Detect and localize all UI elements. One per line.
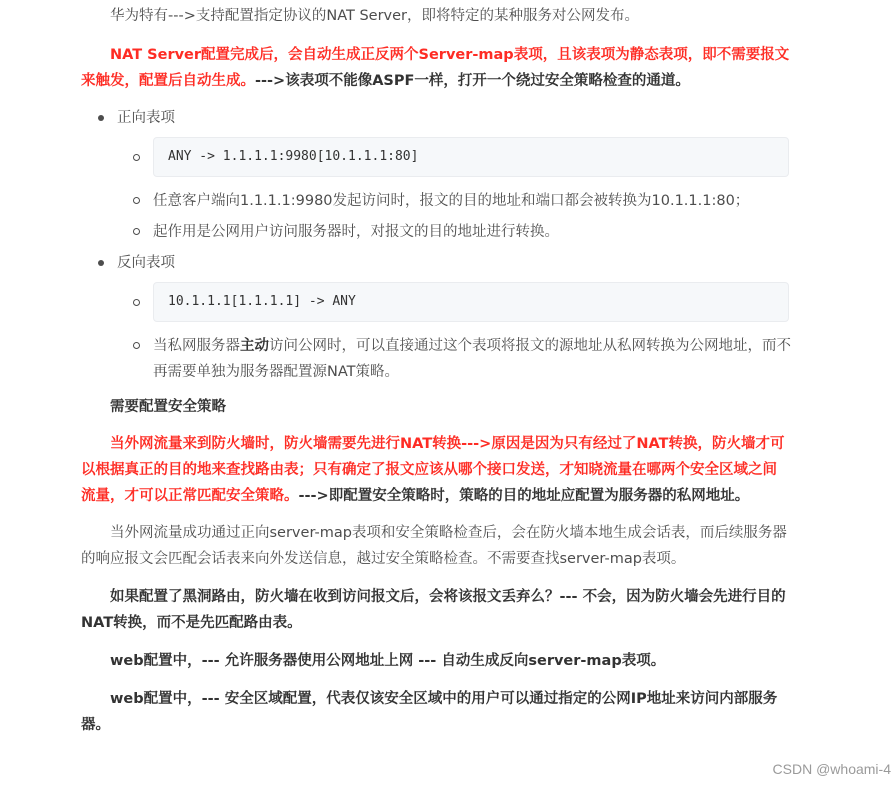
session-paragraph: 当外网流量成功通过正向server-map表项和安全策略检查后，会在防火墙本地生成会话表，而后续服务器的响应报文会匹配会话表来向外发送信息，越过安全策略检查。不需要查找server-map表项。 <box>81 525 787 567</box>
web-paragraph-1 <box>81 648 791 674</box>
reverse-desc-bold: 主动 <box>240 338 269 354</box>
reverse-entry-label: 反向表项 <box>117 255 175 271</box>
reverse-entry-item <box>81 250 791 385</box>
reverse-desc-item <box>117 333 791 385</box>
web-text-1: web配置中，--- 允许服务器使用公网地址上网 --- 自动生成反向server-map表项。 <box>110 653 666 669</box>
reverse-desc-suffix: 访问公网时，可以直接通过这个表项将报文的源地址从私网转换为公网地址，而不再需要单独为服务器配置源NAT策略。 <box>153 338 791 380</box>
circle-bullet-icon <box>133 299 140 306</box>
forward-desc-text-1: 任意客户端向1.1.1.1:9980发起访问时，报文的目的地址和端口都会被转换为10.1.1.1:80； <box>153 193 750 209</box>
circle-bullet-icon <box>133 197 140 204</box>
forward-desc-item-1 <box>117 188 791 214</box>
intro-paragraph <box>81 3 791 29</box>
reverse-desc-text <box>153 333 791 385</box>
blackhole-text: 如果配置了黑洞路由，防火墙在收到访问报文后，会将该报文丢弃么？--- 不会，因为防火墙会先进行目的NAT转换，而不是先匹配路由表。 <box>81 589 786 631</box>
forward-desc-item-2 <box>117 219 791 245</box>
entry-type-list <box>81 105 791 385</box>
nat-server-red-text: NAT Server配置完成后，会自动生成正反两个Server-map表项，且该表项为静态表项，即不需要报文来触发，配置后自动生成。 <box>81 47 790 89</box>
forward-code-block[interactable] <box>153 137 789 177</box>
reverse-entry-sublist <box>117 282 791 385</box>
forward-code-item <box>117 137 791 177</box>
intro-text: 华为特有--->支持配置指定协议的NAT Server，即将特定的某种服务对公网发布。 <box>110 8 639 24</box>
policy-bold-text: --->即配置安全策略时，策略的目的地址应配置为服务器的私网地址。 <box>298 488 750 504</box>
reverse-code-item <box>117 282 791 322</box>
policy-paragraph <box>81 431 791 509</box>
policy-heading <box>81 394 791 420</box>
forward-entry-label: 正向表项 <box>117 110 175 126</box>
policy-heading-text: 需要配置安全策略 <box>110 399 226 415</box>
nat-server-paragraph <box>81 42 791 94</box>
policy-red-text: 当外网流量来到防火墙时，防火墙需要先进行NAT转换--->原因是因为只有经过了NAT转换，防火墙才可以根据真正的目的地来查找路由表；只有确定了报文应该从哪个接口发送，才知晓流量在哪两个安全区域之间流量，才可以正常匹配安全策略。 <box>81 436 785 504</box>
forward-entry-item <box>81 105 791 245</box>
web-paragraph-2 <box>81 686 791 738</box>
nat-server-bold-text: --->该表项不能像ASPF一样，打开一个绕过安全策略检查的通道。 <box>255 73 690 89</box>
forward-entry-sublist <box>117 137 791 245</box>
bullet-icon <box>98 115 104 121</box>
article-content <box>81 0 791 738</box>
blackhole-paragraph <box>81 584 791 636</box>
csdn-watermark: CSDN @whoami-4 <box>772 761 891 777</box>
circle-bullet-icon <box>133 154 140 161</box>
reverse-code-block[interactable] <box>153 282 789 322</box>
reverse-desc-prefix: 当私网服务器 <box>153 338 240 354</box>
web-text-2: web配置中，--- 安全区域配置，代表仅该安全区域中的用户可以通过指定的公网IP地址来访问内部服务器。 <box>81 691 778 733</box>
forward-desc-text-2: 起作用是公网用户访问服务器时，对报文的目的地址进行转换。 <box>153 224 559 240</box>
reverse-code-text: 10.1.1.1[1.1.1.1] -> ANY <box>168 294 356 309</box>
circle-bullet-icon <box>133 342 140 349</box>
forward-code-text: ANY -> 1.1.1.1:9980[10.1.1.1:80] <box>168 149 419 164</box>
circle-bullet-icon <box>133 228 140 235</box>
bullet-icon <box>98 260 104 266</box>
